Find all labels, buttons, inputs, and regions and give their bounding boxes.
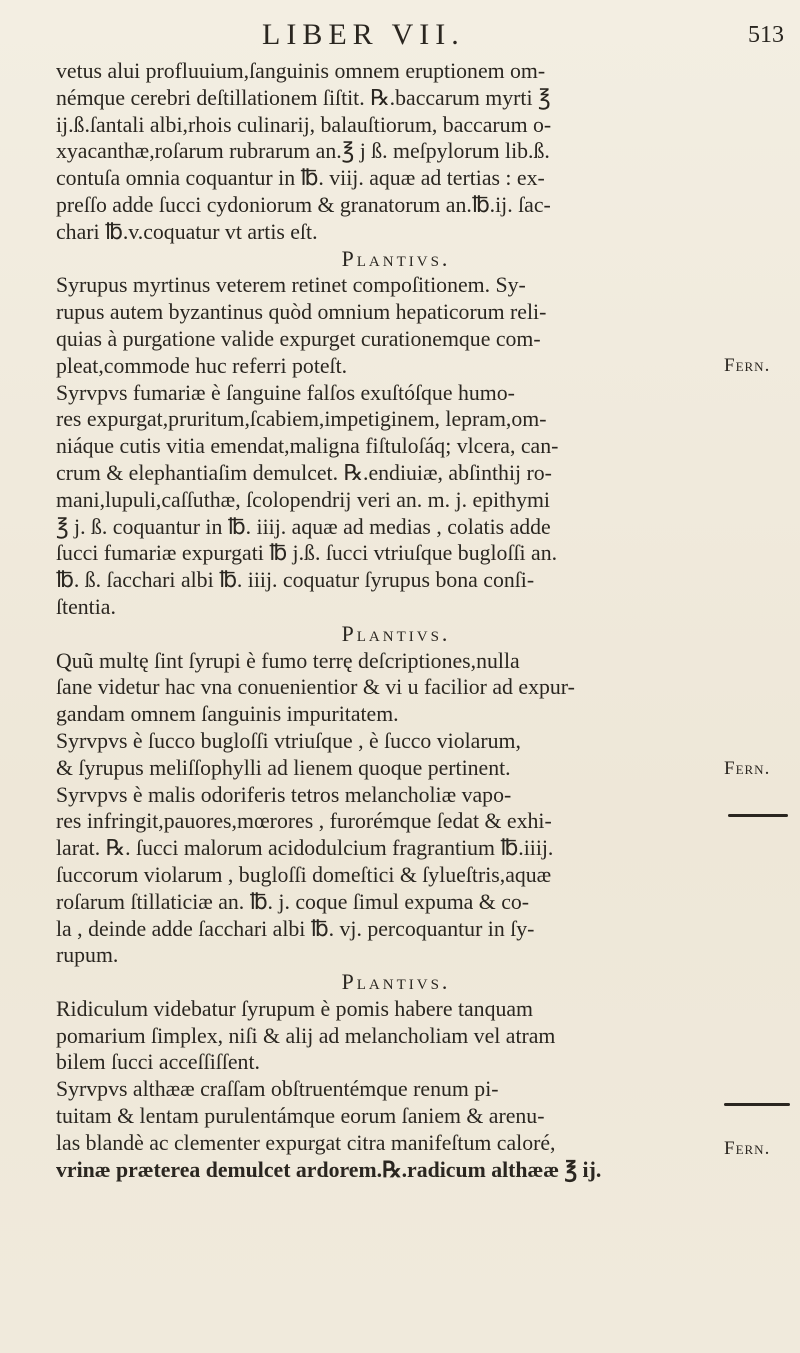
page-header (0, 18, 800, 58)
text-line: vetus alui profluuium,ſanguinis omnem eruptionem om- (56, 59, 546, 83)
text-line: Syrvpvs fumariæ è ſanguine falſos exuſtóſque humo- (56, 380, 515, 405)
marginal-note-fern: Fern. (724, 355, 771, 376)
text-line: crum & elephantiaſim demulcet. ℞.endiuiæ, abſinthij ro- (56, 460, 552, 485)
text-line: res expurgat,pruritum,ſcabiem,impetiginem, lepram,om- (56, 407, 547, 432)
ink-mark (724, 1103, 790, 1106)
text-line: roſarum ſtillaticiæ an. ℔. j. coque ſimul expuma & co- (56, 889, 530, 914)
text-line: Syrvpvs althææ craſſam obſtruentémque renum pi- (56, 1077, 499, 1102)
text-line: xyacanthæ,roſarum rubrarum an.℥ j ß. meſpylorum lib.ß. (56, 139, 550, 164)
text-line: larat. ℞. ſucci malorum acidodulcium fragrantium ℔.iiij. (56, 836, 554, 861)
text-line: res infringit,pauores,mœrores , furorémque ſedat & exhi- (56, 809, 552, 834)
text-line: Syrupus myrtinus veterem retinet compoſitionem. Sy- (56, 273, 526, 298)
text-line: ſtentia. (56, 594, 116, 619)
text-line: némque cerebri deſtillationem ſiſtit. ℞.baccarum myrti ℥ (56, 85, 551, 110)
text-line: ſucci fumariæ expurgati ℔ j.ß. ſucci vtriuſque bugloſſi an. (56, 541, 558, 566)
page-number: 513 (748, 22, 784, 48)
text-line: la , deinde adde ſacchari albi ℔. vj. percoquantur in ſy- (56, 916, 535, 941)
text-line: niáque cutis vitia emendat,maligna fiſtuloſáq; vlcera, can- (56, 434, 559, 459)
text-line: ℥ j. ß. coquantur in ℔. iiij. aquæ ad medias , colatis adde (56, 514, 551, 539)
marginal-note-fern: Fern. (724, 758, 771, 779)
text-line: pleat,commode huc referri poteſt. (56, 353, 348, 378)
text-line: tuitam & lentam purulentámque eorum ſaniem & arenu- (56, 1104, 545, 1129)
text-line: quias à purgatione valide expurget curationemque com- (56, 326, 541, 351)
text-line: vrinæ præterea demulcet ardorem.℞.radicum althææ ℥ ij. (56, 1157, 602, 1182)
text-line: rupum. (56, 943, 119, 968)
section-heading-plantius: Plantivs. (341, 246, 451, 271)
text-line: & ſyrupus meliſſophylli ad lienem quoque pertinent. (56, 755, 511, 780)
text-line: contuſa omnia coquantur in ℔. viij. aquæ ad tertias : ex- (56, 166, 545, 191)
text-line: ſane videtur hac vna conuenientior & vi u facilior ad expur- (56, 675, 575, 700)
marginal-note-fern: Fern. (724, 1138, 771, 1159)
text-line: ij.ß.ſantali albi,rhois culinarij, balauſtiorum, baccarum o- (56, 112, 552, 137)
ink-mark (728, 814, 788, 817)
text-line: gandam omnem ſanguinis impuritatem. (56, 702, 399, 727)
section-heading-plantius: Plantivs. (341, 621, 451, 646)
text-line: ℔. ß. ſacchari albi ℔. iiij. coquatur ſyrupus bona conſi- (56, 568, 535, 593)
text-line: ſuccorum violarum , bugloſſi domeſtici & ſylueſtris,aquæ (56, 862, 552, 887)
text-line: rupus autem byzantinus quòd omnium hepaticorum reli- (56, 300, 547, 325)
text-line: pomarium ſimplex, niſi & alij ad melancholiam vel atram (56, 1023, 556, 1048)
text-line: bilem ſucci acceſſiſſent. (56, 1050, 260, 1075)
text-line: mani,lupuli,caſſuthæ, ſcolopendrij veri an. m. j. epithymi (56, 487, 550, 512)
text-line: Syrvpvs è malis odoriferis tetros melancholiæ vapo- (56, 782, 512, 807)
text-line: las blandè ac clementer expurgat citra manifeſtum caloré, (56, 1130, 556, 1155)
text-line: Ridiculum videbatur ſyrupum è pomis habere tanquam (56, 996, 533, 1021)
page-body-text (56, 58, 716, 1183)
running-title: LIBER VII. (262, 18, 465, 51)
text-line: chari ℔.v.coquatur vt artis eſt. (56, 219, 318, 244)
text-line: Quũ multę ſint ſyrupi è fumo terrę deſcriptiones,nulla (56, 648, 520, 673)
section-heading-plantius: Plantivs. (341, 970, 451, 995)
text-line: Syrvpvs è ſucco bugloſſi vtriuſque , è ſucco violarum, (56, 728, 521, 753)
text-line: preſſo adde ſucci cydoniorum & granatorum an.℔.ij. ſac- (56, 192, 551, 217)
